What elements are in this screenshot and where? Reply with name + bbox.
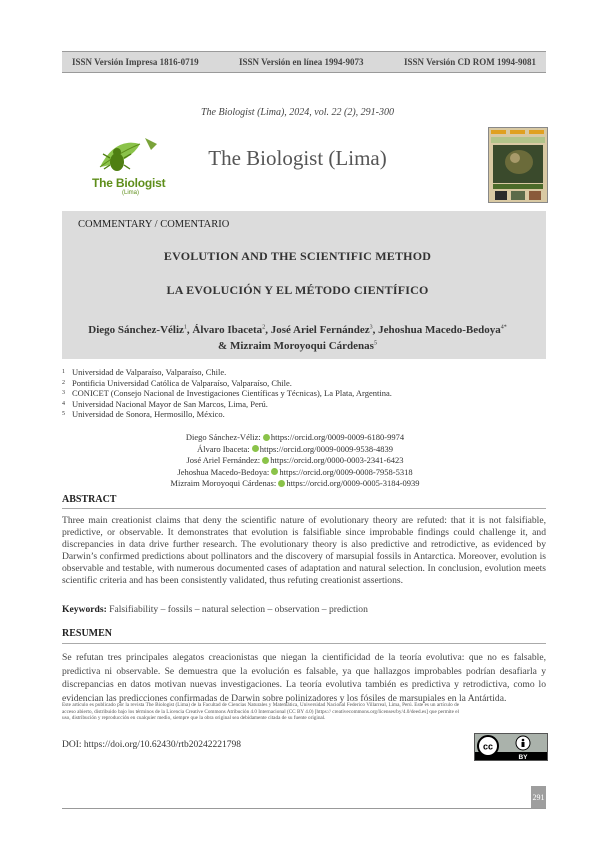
journal-cover-image (488, 127, 548, 203)
orcid-author: Mizraim Moroyoqui Cárdenas: (170, 478, 277, 488)
author-sup: 3 (369, 324, 373, 331)
cc-by-license-icon (474, 733, 548, 761)
orcid-item (130, 432, 460, 444)
orcid-item (130, 455, 460, 467)
author-name: & Mizraim Moroyoqui Cárdenas (218, 340, 374, 352)
author-name: Diego Sánchez-Véliz (88, 324, 184, 336)
orcid-link[interactable]: https://orcid.org/0009-0008-7958-5318 (279, 466, 413, 477)
author-name: Álvaro Ibaceta (192, 324, 263, 336)
author-separator: , (372, 324, 379, 336)
keywords-line (62, 604, 368, 615)
issn-bar (62, 51, 546, 73)
author-sup: 2 (262, 324, 266, 331)
orcid-link[interactable]: https://orcid.org/0009-0009-9538-4839 (259, 443, 393, 454)
author-sup: 1 (183, 324, 187, 331)
abstract-text: Three main creationist claims that deny the scientific nature of evolutionary theory are refuted: that it is not falsifiable, predictive, or observable. It demonstrates that evolution is falsifiable since improbable findings could challenge it, and discrepancies in data drive further research. The evolutionary theory is also predictive and retrodictive, as evidenced by Darwin’s confirmed predictions about pollinators and the discovery of marsupial fossils in Antarctica. Moreover, evolution is observable and testable, with numerous documented cases of adaptation and natural selection. In conclusion, evolution meets scientific criteria and has been consistently validated, thus refuting creationist assertions. (62, 515, 546, 586)
section-label: COMMENTARY / COMENTARIO (78, 219, 230, 230)
orcid-link[interactable]: https://orcid.org/0009-0009-6180-9974 (270, 432, 405, 442)
page-number: 291 (531, 786, 546, 808)
journal-title: The Biologist (Lima) (208, 146, 387, 170)
affiliation-text: Universidad de Sonora, Hermosillo, México. (72, 409, 225, 419)
issn-print: ISSN Versión Impresa 1816-0719 (72, 57, 199, 67)
citation-line: The Biologist (Lima), 2024, vol. 22 (2), 291-300 (200, 107, 395, 118)
author-sup: 4* (500, 324, 507, 331)
affiliation-number: 5 (62, 411, 65, 417)
bottom-divider (62, 808, 546, 809)
orcid-author: Diego Sánchez-Véliz: (185, 432, 261, 442)
affiliation-text: Universidad Nacional Mayor de San Marcos, Lima, Perú. (72, 398, 268, 409)
doi-link[interactable]: DOI: https://doi.org/10.62430/rtb20242221798 (62, 740, 242, 750)
issn-cdrom: ISSN Versión CD ROM 1994-9081 (403, 57, 536, 67)
keywords-label: Keywords: (62, 604, 107, 615)
article-title-en: EVOLUTION AND THE SCIENTIFIC METHOD (163, 249, 432, 263)
author-name: José Ariel Fernández (270, 324, 370, 336)
orcid-item (130, 467, 460, 479)
orcid-author: José Ariel Fernández: (186, 455, 261, 465)
resumen-divider (62, 643, 546, 644)
author-name: Jehoshua Macedo-Bedoya (378, 324, 501, 336)
affiliation-number: 2 (62, 379, 65, 386)
affiliation-item (62, 388, 392, 399)
orcid-item (130, 444, 460, 456)
affiliation-number: 3 (62, 390, 65, 396)
affiliation-item (62, 399, 392, 410)
orcid-icon (252, 445, 259, 452)
affiliation-text: Universidad de Valparaíso, Valparaíso, Chile. (72, 367, 227, 377)
resumen-heading: RESUMEN (62, 628, 113, 639)
orcid-item (130, 478, 460, 490)
orcid-icon (278, 480, 285, 487)
orcid-icon (271, 468, 278, 475)
affiliation-text: Pontificia Universidad Católica de Valparaíso, Valparaíso, Chile. (72, 377, 292, 388)
keywords-text: Falsifiability – fossils – natural selection – observation – prediction (109, 604, 368, 615)
authors-line-1 (0, 324, 595, 336)
affiliation-item (62, 367, 392, 378)
affiliation-number: 1 (62, 369, 65, 375)
author-separator: , (186, 324, 193, 336)
orcid-author: Álvaro Ibaceta: (197, 443, 250, 454)
author-sup: 5 (373, 340, 377, 347)
affiliations-list (62, 367, 392, 420)
license-footnote: Este artículo es publicado por la revista The Biologist (Lima) de la Facultad de Ciencias Naturales y Matemática, Universidad Nacional Federico Villarreal, Lima, Perú. Este es un artículo de acceso abierto, distribuido bajo los términos de la Licencia Creative Commons Atribución 4.0 Internacional (CC BY 4.0) [https:// creativecommons.org/licenses/by/4.0/deed.es] que permite el uso, distribución y reproducción en cualquier medio, siempre que la obra original sea debidamente citada de su fuente original. (62, 702, 459, 721)
affiliation-text: CONICET (Consejo Nacional de Investigaciones Científicas y Técnicas), La Plata, Argentina. (72, 388, 392, 398)
orcid-link[interactable]: https://orcid.org/0000-0003-2341-6423 (270, 455, 404, 465)
orcid-list (130, 432, 460, 490)
author-separator: , (265, 324, 271, 336)
logo-text: The Biologist (92, 176, 166, 190)
orcid-link[interactable]: https://orcid.org/0009-0005-3184-0939 (286, 478, 420, 488)
article-title-es: LA EVOLUCIÓN Y EL MÉTODO CIENTÍFICO (166, 283, 429, 297)
by-label: BY (518, 754, 528, 761)
affiliation-number: 4 (62, 400, 65, 407)
orcid-icon (263, 434, 270, 441)
abstract-heading: ABSTRACT (62, 494, 117, 505)
resumen-text: Se refutan tres principales alegatos creacionistas que niegan la cientificidad de la teoría evolutiva: que no es falsable, predictiva ni observable. Se demuestra que la evolución es falsable, ya que hallazgos improbables podrían desafiarla y discrepancias en datos motivan nuevas investigaciones. La teoría evolutiva también es predictiva y retrodictiva, como lo evidencian las predicciones confirmadas de Darwin sobre polinizadores y los fósiles de marsupiales en la Antártida. (62, 652, 546, 704)
orcid-icon (262, 457, 269, 464)
orcid-author: Jehoshua Macedo-Bedoya: (177, 466, 270, 477)
issn-online: ISSN Versión en línea 1994-9073 (239, 57, 364, 67)
logo-subtext: (Lima) (122, 190, 140, 196)
cc-label: cc (482, 741, 494, 752)
authors-line-2 (0, 340, 595, 352)
affiliation-item (62, 378, 392, 389)
affiliation-item (62, 409, 392, 420)
abstract-divider (62, 508, 546, 509)
